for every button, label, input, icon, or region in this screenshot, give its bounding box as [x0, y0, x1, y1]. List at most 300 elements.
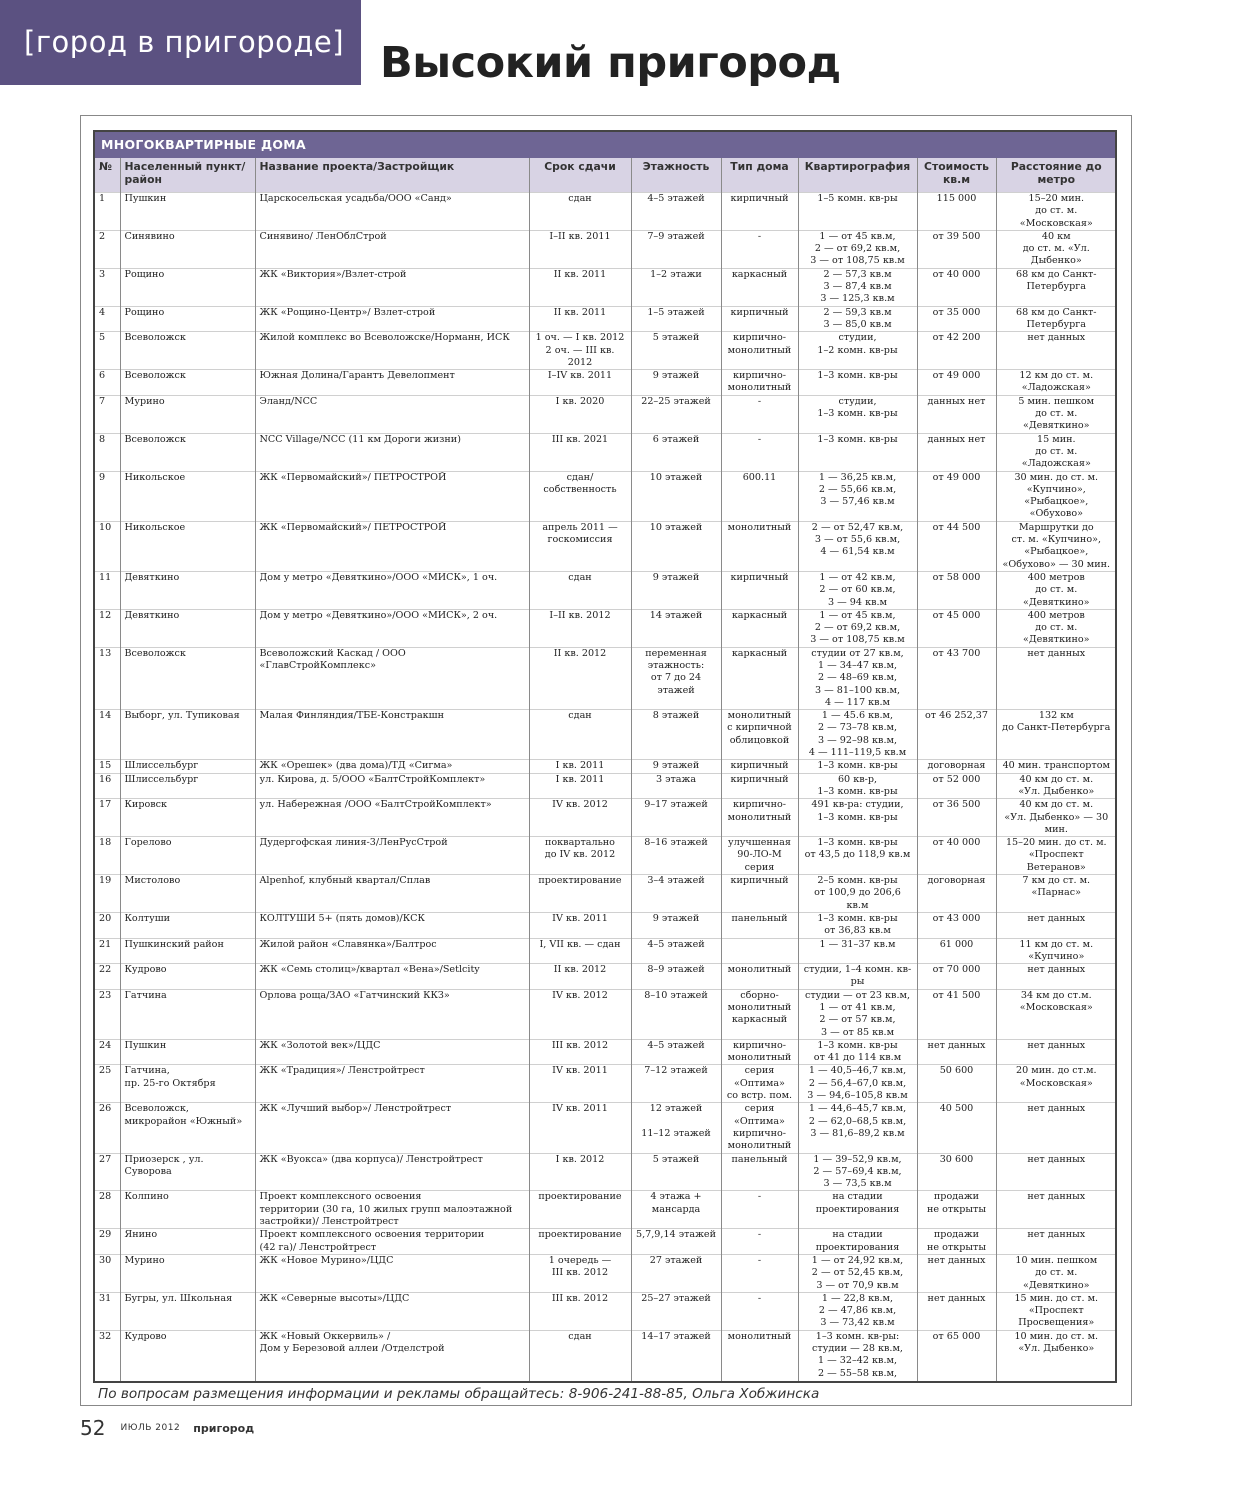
cell-layouts: 2–5 комн. кв-ры от 100,9 до 206,6 кв.м: [798, 875, 917, 913]
cell-number: 9: [95, 471, 120, 521]
cell-floors: 9 этажей: [631, 370, 721, 396]
cell-number: 24: [95, 1039, 120, 1065]
table-row: [95, 912, 1116, 938]
cell-layouts: 1–3 комн. кв-ры: [798, 760, 917, 773]
cell-project: Малая Финляндия/ТБЕ-Констракшн: [255, 710, 529, 760]
table-row: [95, 609, 1116, 647]
cell-project: ЖК «Первомайский»/ ПЕТРОСТРОЙ: [255, 471, 529, 521]
cell-building-type: кирпично- монолитный: [721, 1039, 798, 1065]
cell-locality: Никольское: [120, 521, 255, 571]
cell-number: 26: [95, 1103, 120, 1153]
cell-price: нет данных: [917, 1039, 996, 1065]
cell-layouts: 1 — 39–52,9 кв.м, 2 — 57–69,4 кв.м, 3 — 73,5 кв.м: [798, 1153, 917, 1191]
cell-price: от 43 000: [917, 912, 996, 938]
cell-deadline: I–II кв. 2011: [529, 230, 631, 268]
cell-metro-distance: 34 км до ст.м. «Московская»: [996, 989, 1116, 1039]
cell-building-type: кирпичный: [721, 571, 798, 609]
cell-layouts: 1 — от 45 кв.м, 2 — от 69,2 кв.м, 3 — от 108,75 кв.м: [798, 230, 917, 268]
cell-price: продажи не открыты: [917, 1191, 996, 1229]
cell-building-type: [721, 938, 798, 964]
cell-floors: 27 этажей: [631, 1254, 721, 1292]
cell-number: 17: [95, 799, 120, 837]
cell-building-type: -: [721, 230, 798, 268]
cell-layouts: 1 — 31–37 кв.м: [798, 938, 917, 964]
cell-layouts: 1–5 комн. кв-ры: [798, 193, 917, 231]
cell-number: 14: [95, 710, 120, 760]
cell-metro-distance: 30 мин. до ст. м. «Купчино», «Рыбацкое», «Обухово»: [996, 471, 1116, 521]
cell-layouts: на стадии проектирования: [798, 1191, 917, 1229]
cell-metro-distance: нет данных: [996, 647, 1116, 709]
cell-project: Всеволожский Каскад / ООО «ГлавСтройКомплекс»: [255, 647, 529, 709]
table-row: [95, 332, 1116, 370]
table-row: [95, 433, 1116, 471]
cell-deadline: I–IV кв. 2011: [529, 370, 631, 396]
cell-locality: Шлиссельбург: [120, 773, 255, 799]
cell-number: 13: [95, 647, 120, 709]
cell-deadline: I, VII кв. — сдан: [529, 938, 631, 964]
table-row: [95, 1292, 1116, 1330]
cell-project: ул. Набережная /ООО «БалтСтройКомплект»: [255, 799, 529, 837]
cell-project: Проект комплексного освоения территории (30 га, 10 жилых групп малоэтажной застройки)/ Ленстройтрест: [255, 1191, 529, 1229]
cell-number: 7: [95, 395, 120, 433]
cell-building-type: монолитный: [721, 1330, 798, 1383]
cell-metro-distance: 40 км до ст. м. «Ул. Дыбенко»: [996, 773, 1116, 799]
cell-building-type: панельный: [721, 912, 798, 938]
cell-number: 22: [95, 964, 120, 990]
cell-floors: 6 этажей: [631, 433, 721, 471]
cell-metro-distance: 132 км до Санкт-Петербурга: [996, 710, 1116, 760]
cell-floors: 10 этажей: [631, 521, 721, 571]
table-row: [95, 647, 1116, 709]
page-title: Высокий пригород: [380, 38, 841, 88]
cell-number: 21: [95, 938, 120, 964]
table-row: [95, 521, 1116, 571]
cell-building-type: каркасный: [721, 609, 798, 647]
cell-floors: 8–16 этажей: [631, 837, 721, 875]
cell-project: КОЛТУШИ 5+ (пять домов)/КСК: [255, 912, 529, 938]
cell-price: от 36 500: [917, 799, 996, 837]
cell-locality: Бугры, ул. Школьная: [120, 1292, 255, 1330]
cell-locality: Горелово: [120, 837, 255, 875]
cell-price: от 39 500: [917, 230, 996, 268]
cell-building-type: кирпичный: [721, 306, 798, 332]
cell-floors: 8–9 этажей: [631, 964, 721, 990]
cell-number: 20: [95, 912, 120, 938]
cell-number: 25: [95, 1065, 120, 1103]
table-row: [95, 799, 1116, 837]
cell-project: Царскосельская усадьба/ООО «Санд»: [255, 193, 529, 231]
cell-metro-distance: 5 мин. пешком до ст. м. «Девяткино»: [996, 395, 1116, 433]
table-row: [95, 571, 1116, 609]
cell-locality: Гатчина, пр. 25-го Октября: [120, 1065, 255, 1103]
table-header-row: [95, 158, 1116, 193]
cell-price: нет данных: [917, 1292, 996, 1330]
cell-floors: 10 этажей: [631, 471, 721, 521]
cell-deadline: сдан: [529, 193, 631, 231]
cell-price: продажи не открыты: [917, 1229, 996, 1255]
cell-building-type: кирпичный: [721, 875, 798, 913]
cell-price: от 45 000: [917, 609, 996, 647]
cell-metro-distance: 15 мин. до ст. м. «Ладожская»: [996, 433, 1116, 471]
col-header-project: Название проекта/Застройщик: [255, 158, 529, 193]
cell-number: 29: [95, 1229, 120, 1255]
cell-building-type: серия «Оптима» со встр. пом.: [721, 1065, 798, 1103]
cell-metro-distance: 12 км до ст. м. «Ладожская»: [996, 370, 1116, 396]
table-row: [95, 1330, 1116, 1383]
cell-project: Синявино/ ЛенОблСтрой: [255, 230, 529, 268]
cell-layouts: 1 — от 42 кв.м, 2 — от 60 кв.м, 3 — 94 кв.м: [798, 571, 917, 609]
cell-deadline: I кв. 2012: [529, 1153, 631, 1191]
cell-project: ЖК «Традиция»/ Ленстройтрест: [255, 1065, 529, 1103]
cell-number: 3: [95, 268, 120, 306]
table-row: [95, 1229, 1116, 1255]
cell-locality: Рощино: [120, 306, 255, 332]
cell-number: 6: [95, 370, 120, 396]
cell-project: ЖК «Орешек» (два дома)/ТД «Сигма»: [255, 760, 529, 773]
cell-layouts: 1 — 44,6–45,7 кв.м, 2 — 62,0–68,5 кв.м, 3 — 81,6–89,2 кв.м: [798, 1103, 917, 1153]
cell-locality: Девяткино: [120, 609, 255, 647]
cell-price: от 40 000: [917, 837, 996, 875]
cell-building-type: монолитный: [721, 964, 798, 990]
cell-floors: 7–9 этажей: [631, 230, 721, 268]
cell-project: ЖК «Рощино-Центр»/ Взлет-строй: [255, 306, 529, 332]
cell-metro-distance: 7 км до ст. м. «Парнас»: [996, 875, 1116, 913]
cell-price: 61 000: [917, 938, 996, 964]
cell-deadline: III кв. 2021: [529, 433, 631, 471]
cell-floors: 4 этажа + мансарда: [631, 1191, 721, 1229]
cell-deadline: сдан: [529, 1330, 631, 1383]
cell-metro-distance: нет данных: [996, 1153, 1116, 1191]
cell-project: Жилой район «Славянка»/Балтрос: [255, 938, 529, 964]
cell-layouts: 2 — 59,3 кв.м 3 — 85,0 кв.м: [798, 306, 917, 332]
cell-building-type: -: [721, 1229, 798, 1255]
section-rubric: [город в пригороде]: [0, 0, 361, 85]
cell-locality: Кудрово: [120, 964, 255, 990]
cell-floors: 4–5 этажей: [631, 1039, 721, 1065]
cell-floors: 9–17 этажей: [631, 799, 721, 837]
cell-deadline: 1 очередь — III кв. 2012: [529, 1254, 631, 1292]
cell-number: 8: [95, 433, 120, 471]
table-row: [95, 1065, 1116, 1103]
apartment-buildings-table-wrapper: [93, 130, 1117, 1383]
cell-floors: 4–5 этажей: [631, 938, 721, 964]
cell-layouts: 60 кв-р, 1–3 комн. кв-ры: [798, 773, 917, 799]
col-header-deadline: Срок сдачи: [529, 158, 631, 193]
cell-price: от 35 000: [917, 306, 996, 332]
cell-locality: Всеволожск, микрорайон «Южный»: [120, 1103, 255, 1153]
cell-deadline: III кв. 2012: [529, 1292, 631, 1330]
cell-price: от 52 000: [917, 773, 996, 799]
cell-project: Дудергофская линия-3/ЛенРусСтрой: [255, 837, 529, 875]
cell-project: Эланд/NCC: [255, 395, 529, 433]
advertising-contact-note: По вопросам размещения информации и рекламы обращайтесь: 8-906-241-88-85, Ольга Хобжинска: [98, 1386, 820, 1402]
cell-building-type: 600.11: [721, 471, 798, 521]
cell-deadline: апрель 2011 — госкомиссия: [529, 521, 631, 571]
cell-deadline: I кв. 2011: [529, 760, 631, 773]
cell-layouts: 1 — 36,25 кв.м, 2 — 55,66 кв.м, 3 — 57,46 кв.м: [798, 471, 917, 521]
cell-deadline: IV кв. 2011: [529, 1103, 631, 1153]
table-row: [95, 471, 1116, 521]
cell-number: 23: [95, 989, 120, 1039]
cell-number: 1: [95, 193, 120, 231]
cell-layouts: 1–3 комн. кв-ры от 36,83 кв.м: [798, 912, 917, 938]
cell-layouts: 1–3 комн. кв-ры от 41 до 114 кв.м: [798, 1039, 917, 1065]
cell-floors: 1–5 этажей: [631, 306, 721, 332]
cell-locality: Рощино: [120, 268, 255, 306]
cell-layouts: 2 — 57,3 кв.м 3 — 87,4 кв.м 3 — 125,3 кв.м: [798, 268, 917, 306]
table-row: [95, 989, 1116, 1039]
magazine-name: пригород: [193, 1421, 255, 1435]
cell-price: от 46 252,37: [917, 710, 996, 760]
col-header-floors: Этажность: [631, 158, 721, 193]
cell-layouts: студии, 1–3 комн. кв-ры: [798, 395, 917, 433]
cell-floors: 14 этажей: [631, 609, 721, 647]
cell-deadline: I кв. 2020: [529, 395, 631, 433]
cell-price: от 49 000: [917, 370, 996, 396]
table-row: [95, 773, 1116, 799]
cell-metro-distance: Маршрутки до ст. м. «Купчино», «Рыбацкое», «Обухово» — 30 мин.: [996, 521, 1116, 571]
cell-floors: 5 этажей: [631, 1153, 721, 1191]
cell-number: 4: [95, 306, 120, 332]
cell-metro-distance: 40 км до ст. м. «Ул. Дыбенко» — 30 мин.: [996, 799, 1116, 837]
page-footer: [80, 1416, 254, 1446]
cell-floors: 8–10 этажей: [631, 989, 721, 1039]
cell-project: NCC Village/NCC (11 км Дороги жизни): [255, 433, 529, 471]
cell-number: 18: [95, 837, 120, 875]
cell-price: от 42 200: [917, 332, 996, 370]
cell-layouts: студии, 1–2 комн. кв-ры: [798, 332, 917, 370]
cell-project: Alpenhof, клубный квартал/Сплав: [255, 875, 529, 913]
cell-floors: 1–2 этажи: [631, 268, 721, 306]
cell-building-type: монолитный: [721, 521, 798, 571]
table-row: [95, 710, 1116, 760]
cell-deadline: II кв. 2011: [529, 306, 631, 332]
cell-floors: 9 этажей: [631, 571, 721, 609]
cell-building-type: панельный: [721, 1153, 798, 1191]
cell-project: ЖК «Лучший выбор»/ Ленстройтрест: [255, 1103, 529, 1153]
cell-metro-distance: 400 метров до ст. м. «Девяткино»: [996, 609, 1116, 647]
cell-building-type: кирпично- монолитный: [721, 332, 798, 370]
cell-locality: Пушкин: [120, 1039, 255, 1065]
cell-locality: Пушкинский район: [120, 938, 255, 964]
cell-locality: Янино: [120, 1229, 255, 1255]
cell-locality: Всеволожск: [120, 332, 255, 370]
cell-layouts: 1 — 40,5–46,7 кв.м, 2 — 56,4–67,0 кв.м, 3 — 94,6–105,8 кв.м: [798, 1065, 917, 1103]
cell-building-type: -: [721, 433, 798, 471]
cell-locality: Гатчина: [120, 989, 255, 1039]
cell-price: данных нет: [917, 433, 996, 471]
cell-layouts: 1–3 комн. кв-ры от 43,5 до 118,9 кв.м: [798, 837, 917, 875]
page-number: 52: [80, 1416, 106, 1440]
cell-layouts: студии, 1–4 комн. кв-ры: [798, 964, 917, 990]
cell-price: нет данных: [917, 1254, 996, 1292]
cell-metro-distance: 68 км до Санкт- Петербурга: [996, 306, 1116, 332]
table-row: [95, 1254, 1116, 1292]
cell-price: договорная: [917, 875, 996, 913]
cell-layouts: студии от 27 кв.м, 1 — 34–47 кв.м, 2 — 48–69 кв.м, 3 — 81–100 кв.м, 4 — 117 кв.м: [798, 647, 917, 709]
cell-project: ЖК «Северные высоты»/ЦДС: [255, 1292, 529, 1330]
cell-number: 19: [95, 875, 120, 913]
cell-price: от 43 700: [917, 647, 996, 709]
cell-metro-distance: 11 км до ст. м. «Купчино»: [996, 938, 1116, 964]
cell-price: договорная: [917, 760, 996, 773]
cell-building-type: кирпичный: [721, 773, 798, 799]
cell-locality: Кудрово: [120, 1330, 255, 1383]
cell-deadline: IV кв. 2011: [529, 912, 631, 938]
cell-floors: 14–17 этажей: [631, 1330, 721, 1383]
cell-deadline: I–II кв. 2012: [529, 609, 631, 647]
cell-floors: 5 этажей: [631, 332, 721, 370]
cell-project: ЖК «Семь столиц»/квартал «Вена»/Setlcity: [255, 964, 529, 990]
cell-floors: 9 этажей: [631, 760, 721, 773]
table-row: [95, 193, 1116, 231]
cell-layouts: 491 кв-ра: студии, 1–3 комн. кв-ры: [798, 799, 917, 837]
cell-layouts: на стадии проектирования: [798, 1229, 917, 1255]
table-row: [95, 938, 1116, 964]
table-row: [95, 1039, 1116, 1065]
cell-metro-distance: нет данных: [996, 332, 1116, 370]
cell-layouts: 1 — от 24,92 кв.м, 2 — от 52,45 кв.м, 3 — от 70,9 кв.м: [798, 1254, 917, 1292]
col-header-price: Стоимость кв.м: [917, 158, 996, 193]
table-row: [95, 1191, 1116, 1229]
table-row: [95, 370, 1116, 396]
cell-price: 30 600: [917, 1153, 996, 1191]
cell-layouts: 1–3 комн. кв-ры: студии — 28 кв.м, 1 — 32–42 кв.м, 2 — 55–58 кв.м,: [798, 1330, 917, 1383]
cell-price: 115 000: [917, 193, 996, 231]
cell-locality: Всеволожск: [120, 433, 255, 471]
cell-deadline: IV кв. 2011: [529, 1065, 631, 1103]
cell-building-type: кирпичный: [721, 193, 798, 231]
cell-number: 5: [95, 332, 120, 370]
cell-locality: Шлиссельбург: [120, 760, 255, 773]
cell-deadline: сдан: [529, 710, 631, 760]
cell-metro-distance: 68 км до Санкт- Петербурга: [996, 268, 1116, 306]
table-row: [95, 964, 1116, 990]
cell-layouts: 1–3 комн. кв-ры: [798, 433, 917, 471]
cell-number: 32: [95, 1330, 120, 1383]
col-header-metro-distance: Расстояние до метро: [996, 158, 1116, 193]
cell-floors: 3 этажа: [631, 773, 721, 799]
cell-project: Дом у метро «Девяткино»/ООО «МИСК», 1 оч.: [255, 571, 529, 609]
cell-number: 28: [95, 1191, 120, 1229]
cell-price: 40 500: [917, 1103, 996, 1153]
cell-floors: 8 этажей: [631, 710, 721, 760]
cell-locality: Всеволожск: [120, 370, 255, 396]
col-header-layouts: Квартирография: [798, 158, 917, 193]
cell-floors: 9 этажей: [631, 912, 721, 938]
cell-metro-distance: 15–20 мин. до ст. м. «Проспект Ветеранов»: [996, 837, 1116, 875]
table-title: МНОГОКВАРТИРНЫЕ ДОМА: [95, 132, 1116, 158]
table-row: [95, 1103, 1116, 1153]
cell-metro-distance: нет данных: [996, 964, 1116, 990]
cell-deadline: сдан/собственность: [529, 471, 631, 521]
cell-building-type: каркасный: [721, 268, 798, 306]
table-row: [95, 306, 1116, 332]
cell-building-type: кирпично- монолитный: [721, 799, 798, 837]
cell-floors: 22–25 этажей: [631, 395, 721, 433]
cell-number: 27: [95, 1153, 120, 1191]
cell-deadline: II кв. 2012: [529, 647, 631, 709]
cell-project: Южная Долина/Гарантъ Девелопмент: [255, 370, 529, 396]
cell-metro-distance: нет данных: [996, 1229, 1116, 1255]
cell-building-type: -: [721, 395, 798, 433]
cell-project: ЖК «Новое Мурино»/ЦДС: [255, 1254, 529, 1292]
cell-metro-distance: 15–20 мин. до ст. м. «Московская»: [996, 193, 1116, 231]
cell-deadline: II кв. 2012: [529, 964, 631, 990]
cell-metro-distance: нет данных: [996, 1039, 1116, 1065]
cell-project: Жилой комплекс во Всеволожске/Норманн, ИСК: [255, 332, 529, 370]
cell-deadline: 1 оч. — I кв. 2012 2 оч. — III кв. 2012: [529, 332, 631, 370]
cell-locality: Колтуши: [120, 912, 255, 938]
col-header-locality: Населенный пункт/ район: [120, 158, 255, 193]
cell-metro-distance: 10 мин. пешком до ст. м. «Девяткино»: [996, 1254, 1116, 1292]
cell-number: 31: [95, 1292, 120, 1330]
cell-building-type: кирпично- монолитный: [721, 370, 798, 396]
cell-deadline: проектирование: [529, 1229, 631, 1255]
cell-floors: переменная этажность: от 7 до 24 этажей: [631, 647, 721, 709]
cell-building-type: каркасный: [721, 647, 798, 709]
cell-deadline: проектирование: [529, 1191, 631, 1229]
cell-price: данных нет: [917, 395, 996, 433]
cell-price: от 44 500: [917, 521, 996, 571]
cell-metro-distance: 400 метров до ст. м. «Девяткино»: [996, 571, 1116, 609]
cell-locality: Синявино: [120, 230, 255, 268]
cell-metro-distance: 15 мин. до ст. м. «Проспект Просвещения»: [996, 1292, 1116, 1330]
cell-metro-distance: 40 км до ст. м. «Ул. Дыбенко»: [996, 230, 1116, 268]
cell-price: от 70 000: [917, 964, 996, 990]
cell-floors: 12 этажей 11–12 этажей: [631, 1103, 721, 1153]
cell-building-type: серия «Оптима» кирпично- монолитный: [721, 1103, 798, 1153]
cell-layouts: 2 — от 52,47 кв.м, 3 — от 55,6 кв.м, 4 — 61,54 кв.м: [798, 521, 917, 571]
cell-floors: 4–5 этажей: [631, 193, 721, 231]
cell-locality: Всеволожск: [120, 647, 255, 709]
table-row: [95, 268, 1116, 306]
cell-building-type: -: [721, 1254, 798, 1292]
cell-layouts: студии — от 23 кв.м, 1 — от 41 кв.м, 2 — от 57 кв.м, 3 — от 85 кв.м: [798, 989, 917, 1039]
cell-locality: Девяткино: [120, 571, 255, 609]
cell-price: от 58 000: [917, 571, 996, 609]
cell-project: ул. Кирова, д. 5/ООО «БалтСтройКомплект»: [255, 773, 529, 799]
col-header-building-type: Тип дома: [721, 158, 798, 193]
cell-number: 12: [95, 609, 120, 647]
table-row: [95, 760, 1116, 773]
cell-locality: Выборг, ул. Тупиковая: [120, 710, 255, 760]
cell-locality: Приозерск , ул. Суворова: [120, 1153, 255, 1191]
cell-number: 2: [95, 230, 120, 268]
cell-layouts: 1 — 22,8 кв.м, 2 — 47,86 кв.м, 3 — 73,42 кв.м: [798, 1292, 917, 1330]
cell-project: ЖК «Золотой век»/ЦДС: [255, 1039, 529, 1065]
cell-project: Дом у метро «Девяткино»/ООО «МИСК», 2 оч.: [255, 609, 529, 647]
cell-floors: 7–12 этажей: [631, 1065, 721, 1103]
table-row: [95, 230, 1116, 268]
cell-project: ЖК «Новый Оккервиль» / Дом у Березовой аллеи /Отделстрой: [255, 1330, 529, 1383]
cell-project: Проект комплексного освоения территории (42 га)/ Ленстройтрест: [255, 1229, 529, 1255]
cell-metro-distance: нет данных: [996, 912, 1116, 938]
cell-deadline: IV кв. 2012: [529, 989, 631, 1039]
cell-deadline: IV кв. 2012: [529, 799, 631, 837]
cell-building-type: кирпичный: [721, 760, 798, 773]
table-row: [95, 1153, 1116, 1191]
cell-building-type: сборно- монолитный каркасный: [721, 989, 798, 1039]
cell-project: ЖК «Первомайский»/ ПЕТРОСТРОЙ: [255, 521, 529, 571]
cell-metro-distance: нет данных: [996, 1103, 1116, 1153]
cell-number: 11: [95, 571, 120, 609]
cell-locality: Мурино: [120, 1254, 255, 1292]
cell-number: 10: [95, 521, 120, 571]
cell-deadline: II кв. 2011: [529, 268, 631, 306]
cell-locality: Мурино: [120, 395, 255, 433]
cell-number: 15: [95, 760, 120, 773]
